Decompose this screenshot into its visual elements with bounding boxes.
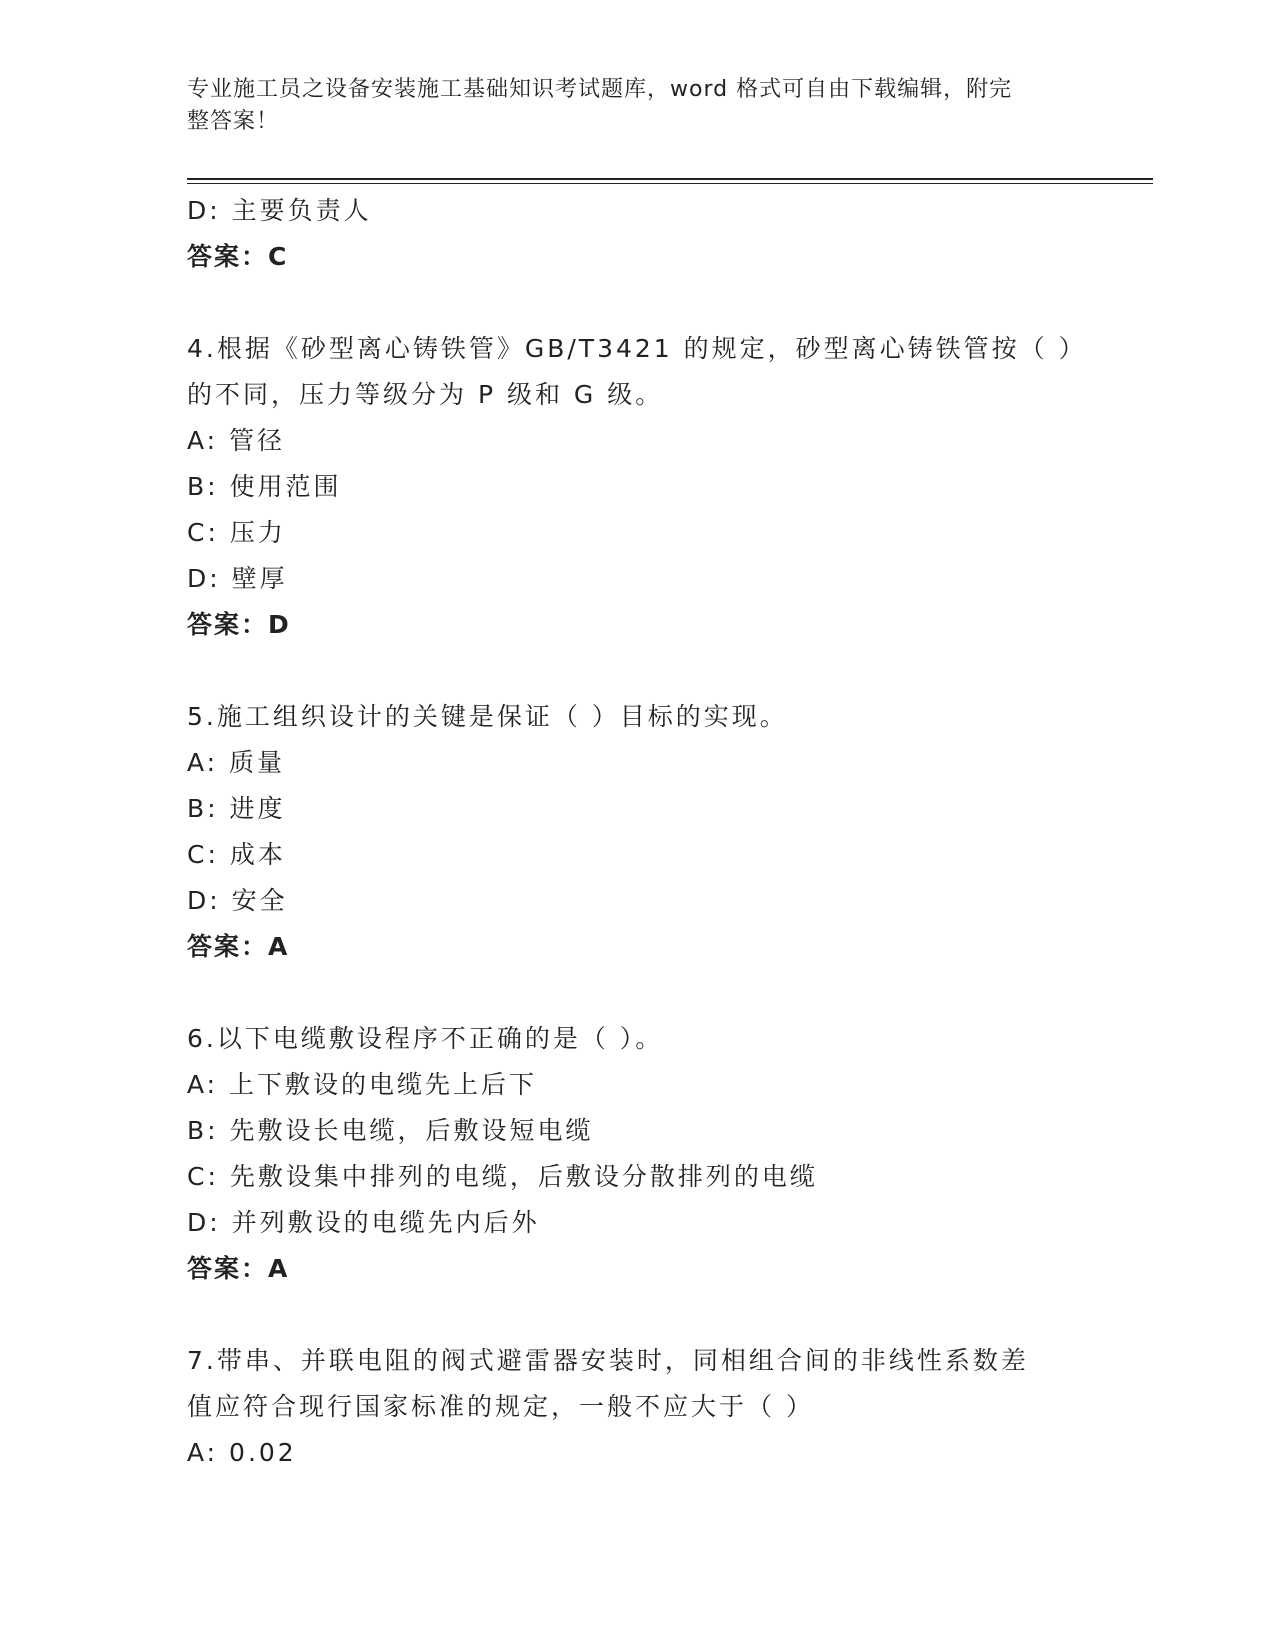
q4-option-d: D: 壁厚 xyxy=(187,564,288,593)
q5-option-c: C: 成本 xyxy=(187,840,286,869)
spacer xyxy=(187,970,1067,1016)
q5-option-d: D: 安全 xyxy=(187,886,288,915)
q4-option-b: B: 使用范围 xyxy=(187,472,342,501)
q7-stem-line-1: 7.带串、并联电阻的阀式避雷器安装时，同相组合间的非线性系数差 xyxy=(187,1346,1029,1375)
spacer xyxy=(187,280,1067,326)
q4-option-c: C: 压力 xyxy=(187,518,286,547)
header-divider-thin xyxy=(187,183,1153,184)
q6-option-d: D: 并列敷设的电缆先内后外 xyxy=(187,1208,540,1237)
spacer xyxy=(187,648,1067,694)
q4-option-a: A: 管径 xyxy=(187,426,286,455)
question-6 xyxy=(187,1016,1067,1292)
q6-option-b: B: 先敷设长电缆，后敷设短电缆 xyxy=(187,1116,594,1145)
header-divider-thick xyxy=(187,178,1153,180)
q7-option-a: A: 0.02 xyxy=(187,1438,297,1467)
question-5 xyxy=(187,694,1067,970)
question-4 xyxy=(187,326,1087,648)
q6-option-a: A: 上下敷设的电缆先上后下 xyxy=(187,1070,538,1099)
q4-answer: 答案：D xyxy=(187,610,291,639)
q6-stem-line-1: 6.以下电缆敷设程序不正确的是（ ）。 xyxy=(187,1024,664,1053)
q5-option-a: A: 质量 xyxy=(187,748,286,777)
header-line-1: 专业施工员之设备安装施工基础知识考试题库，word 格式可自由下载编辑，附完 xyxy=(187,77,1013,102)
q5-option-b: B: 进度 xyxy=(187,794,286,823)
document-header xyxy=(187,74,1067,138)
spacer xyxy=(187,1292,1067,1338)
q7-stem-line-2: 值应符合现行国家标准的规定，一般不应大于（ ） xyxy=(187,1392,814,1421)
question-content xyxy=(187,188,1087,1476)
q4-stem-line-1: 4.根据《砂型离心铸铁管》GB/T3421 的规定，砂型离心铸铁管按（ ） xyxy=(187,334,1087,363)
q6-option-c: C: 先敷设集中排列的电缆，后敷设分散排列的电缆 xyxy=(187,1162,818,1191)
question-7 xyxy=(187,1338,1067,1476)
q6-answer: 答案：A xyxy=(187,1254,290,1283)
q3-option-d: D: 主要负责人 xyxy=(187,196,372,225)
q3-answer: 答案：C xyxy=(187,242,289,271)
q5-answer: 答案：A xyxy=(187,932,290,961)
header-line-2: 整答案！ xyxy=(187,109,280,134)
q4-stem-line-2: 的不同，压力等级分为 P 级和 G 级。 xyxy=(187,380,664,409)
question-3-tail xyxy=(187,188,1067,280)
q5-stem-line-1: 5.施工组织设计的关键是保证（ ）目标的实现。 xyxy=(187,702,788,731)
